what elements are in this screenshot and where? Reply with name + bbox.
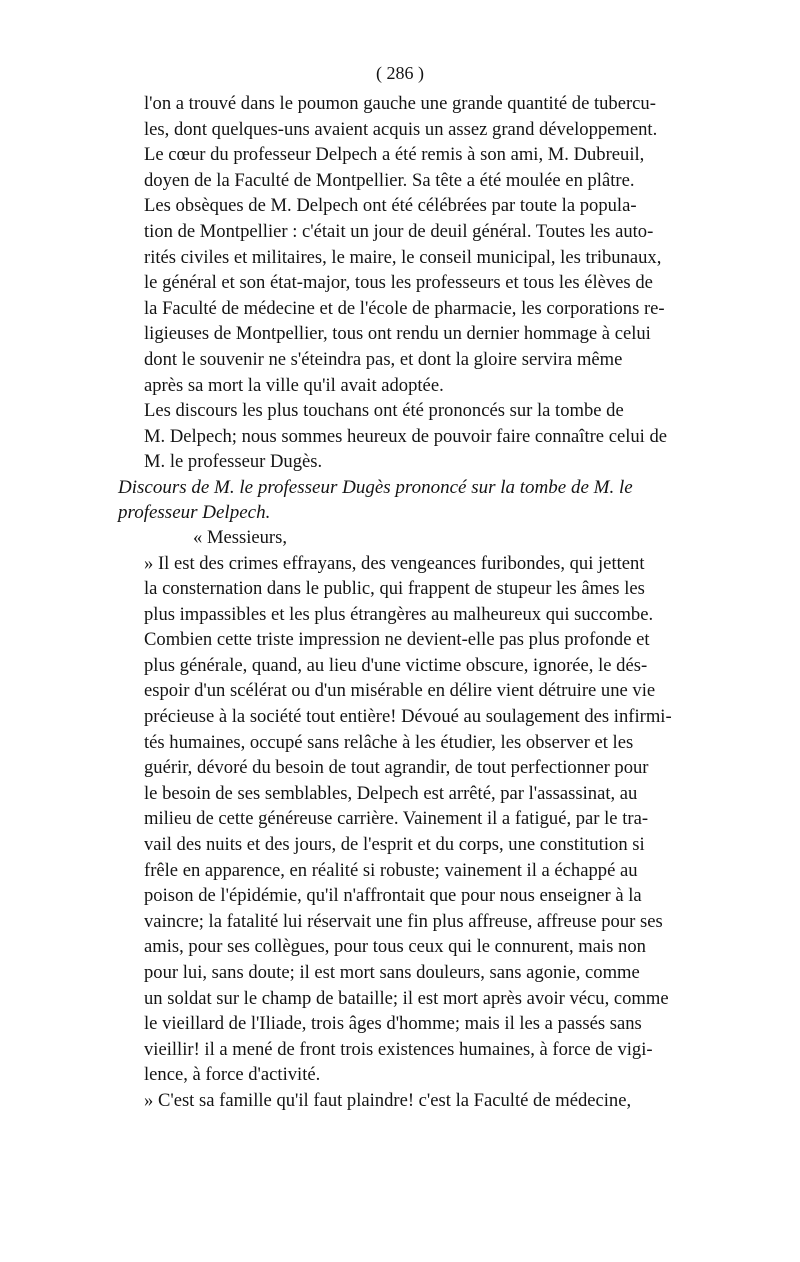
text-line: » C'est sa famille qu'il faut plaindre! c'est la Faculté de médecine, xyxy=(144,1089,632,1111)
text-line: le vieillard de l'Iliade, trois âges d'homme; mais il les a passés sans xyxy=(144,1013,642,1035)
text-column xyxy=(118,91,680,1114)
text-line: Le cœur du professeur Delpech a été remis à son ami, M. Dubreuil, xyxy=(144,144,645,166)
paragraph-speeches xyxy=(118,398,680,475)
salutation: « Messieurs, xyxy=(193,526,287,548)
text-line: vieillir! il a mené de front trois existences humaines, à force de vigi- xyxy=(144,1038,653,1060)
text-line: dont le souvenir ne s'éteindra pas, et dont la gloire servira même xyxy=(144,348,623,370)
text-line: amis, pour ses collègues, pour tous ceux qui le connurent, mais non xyxy=(144,936,646,958)
page-number: ( 286 ) xyxy=(376,63,424,83)
section-heading xyxy=(118,475,680,525)
text-line: guérir, dévoré du besoin de tout agrandir, de tout perfectionner pour xyxy=(144,757,649,779)
text-line: doyen de la Faculté de Montpellier. Sa tête a été moulée en plâtre. xyxy=(144,169,635,191)
text-line: les, dont quelques-uns avaient acquis un assez grand développement. xyxy=(144,118,658,140)
text-line: un soldat sur le champ de bataille; il est mort après avoir vécu, comme xyxy=(144,987,669,1009)
text-line: vail des nuits et des jours, de l'esprit et du corps, une constitution si xyxy=(144,834,645,856)
text-line: M. le professeur Dugès. xyxy=(144,451,323,473)
text-line: tés humaines, occupé sans relâche à les étudier, les observer et les xyxy=(144,731,634,753)
text-line: l'on a trouvé dans le poumon gauche une grande quantité de tubercu- xyxy=(144,93,656,114)
text-line: rités civiles et militaires, le maire, le conseil municipal, les tribunaux, xyxy=(144,246,662,268)
text-line: la Faculté de médecine et de l'école de pharmacie, les corporations re- xyxy=(144,297,665,319)
speech-paragraph-1 xyxy=(118,551,680,1088)
text-line: vaincre; la fatalité lui réservait une fin plus affreuse, affreuse pour ses xyxy=(144,910,663,932)
paragraph-heart xyxy=(118,142,680,193)
text-line: plus impassibles et les plus étrangères au malheureux qui succombe. xyxy=(144,603,654,625)
text-line: Les discours les plus touchans ont été prononcés sur la tombe de xyxy=(144,400,624,422)
text-line: frêle en apparence, en réalité si robuste; vainement il a échappé au xyxy=(144,859,638,881)
text-line: M. Delpech; nous sommes heureux de pouvoir faire connaître celui de xyxy=(144,425,668,447)
paragraph-autopsy xyxy=(118,91,680,142)
text-line: » Il est des crimes effrayans, des vengeances furibondes, qui jettent xyxy=(144,552,645,574)
heading-line: Discours de M. le professeur Dugès prononcé sur la tombe de M. le xyxy=(118,476,633,498)
text-line: pour lui, sans doute; il est mort sans douleurs, sans agonie, comme xyxy=(144,962,640,983)
text-line: la consternation dans le public, qui frappent de stupeur les âmes les xyxy=(144,578,645,600)
text-line: après sa mort la ville qu'il avait adoptée. xyxy=(144,374,444,396)
text-line: espoir d'un scélérat ou d'un misérable en délire vient détruire une vie xyxy=(144,680,656,702)
text-line: Combien cette triste impression ne devient-elle pas plus profonde et xyxy=(144,629,650,651)
text-line: lence, à force d'activité. xyxy=(144,1064,321,1086)
text-line: milieu de cette généreuse carrière. Vainement il a fatigué, par le tra- xyxy=(144,808,649,830)
text-line: plus générale, quand, au lieu d'une victime obscure, ignorée, le dés- xyxy=(144,654,648,676)
text-line: précieuse à la société tout entière! Dévoué au soulagement des infirmi- xyxy=(144,706,672,728)
text-line: le besoin de ses semblables, Delpech est arrêté, par l'assassinat, au xyxy=(144,782,638,804)
text-line: poison de l'épidémie, qu'il n'affrontait que pour nous enseigner à la xyxy=(144,885,642,907)
speech-paragraph-2 xyxy=(118,1088,680,1114)
text-line: ligieuses de Montpellier, tous ont rendu un dernier hommage à celui xyxy=(144,323,651,345)
heading-line: professeur Delpech. xyxy=(118,501,271,523)
text-line: le général et son état-major, tous les professeurs et tous les élèves de xyxy=(144,272,653,294)
text-line: Les obsèques de M. Delpech ont été célébrées par toute la popula- xyxy=(144,195,637,217)
paragraph-funeral xyxy=(118,193,680,398)
text-line: tion de Montpellier : c'était un jour de deuil général. Toutes les auto- xyxy=(144,220,654,242)
